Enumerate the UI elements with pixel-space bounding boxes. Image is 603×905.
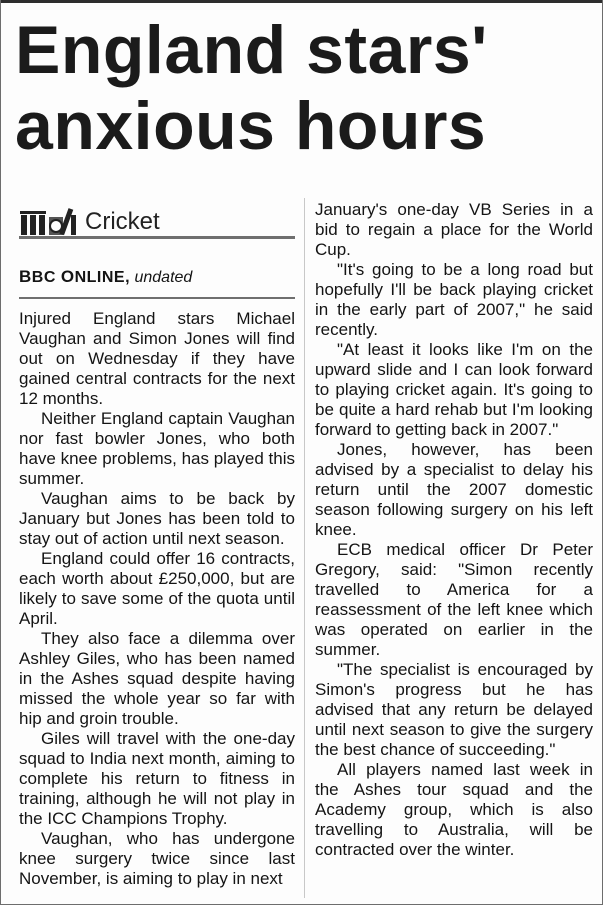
byline-date: undated [134, 269, 193, 286]
headline-line-1: England stars' [15, 12, 488, 88]
article-paragraph: Vaughan aims to be back by January but Jones has been told to stay out of action until next season. [19, 489, 295, 548]
top-rule [1, 0, 602, 3]
article-paragraph: All players named last week in the Ashes tour squad and the Academy group, which is also travelling to Australia, will be contracted over the winter. [315, 760, 593, 859]
section-header [19, 202, 295, 239]
article-paragraph: England could offer 16 contracts, each worth about £250,000, but are likely to save some of the quota until April. [19, 549, 295, 628]
article-paragraph: Giles will travel with the one-day squad to India next month, aiming to complete his return to fitness in training, although he will not play in the ICC Champions Trophy. [19, 729, 295, 828]
byline [19, 267, 295, 299]
left-column [19, 202, 295, 889]
article-paragraph: ECB medical officer Dr Peter Gregory, said: "Simon recently travelled to America for a reassessment of the left knee which was operated on earlier in the summer. [315, 540, 593, 659]
article-paragraph: "The specialist is encouraged by Simon's progress but he has advised that any return be delayed until next season to give the surgery the best chance of succeeding." [315, 660, 593, 759]
right-column [315, 200, 593, 860]
article-paragraph: Jones, however, has been advised by a specialist to delay his return until the 2007 domestic season following surgery on his left knee. [315, 440, 593, 539]
headline [15, 12, 592, 164]
article-paragraph: "It's going to be a long road but hopefully I'll be back playing cricket in the early part of 2007," he said recently. [315, 260, 593, 339]
column-divider [304, 198, 305, 898]
headline-line-2: anxious hours [15, 88, 487, 164]
article-paragraph: Vaughan, who has undergone knee surgery twice since last November, is aiming to play in next [19, 829, 295, 888]
article-paragraph: January's one-day VB Series in a bid to regain a place for the World Cup. [315, 200, 593, 259]
section-label: Cricket [85, 208, 160, 235]
article-paragraph: They also face a dilemma over Ashley Giles, who has been named in the Ashes squad despite having missed the whole year so far with hip and groin trouble. [19, 629, 295, 728]
byline-source: BBC ONLINE, [19, 267, 131, 286]
article-paragraph: Neither England captain Vaughan nor fast bowler Jones, who both have knee problems, has played this summer. [19, 409, 295, 488]
cricket-stumps-icon [19, 206, 79, 236]
article-paragraph: Injured England stars Michael Vaughan and Simon Jones will find out on Wednesday if they have gained central contracts for the next 12 months. [19, 309, 295, 408]
article-paragraph: "At least it looks like I'm on the upward slide and I can look forward to playing cricket again. It's going to be quite a hard rehab but I'm looking forward to getting back in 2007." [315, 340, 593, 439]
